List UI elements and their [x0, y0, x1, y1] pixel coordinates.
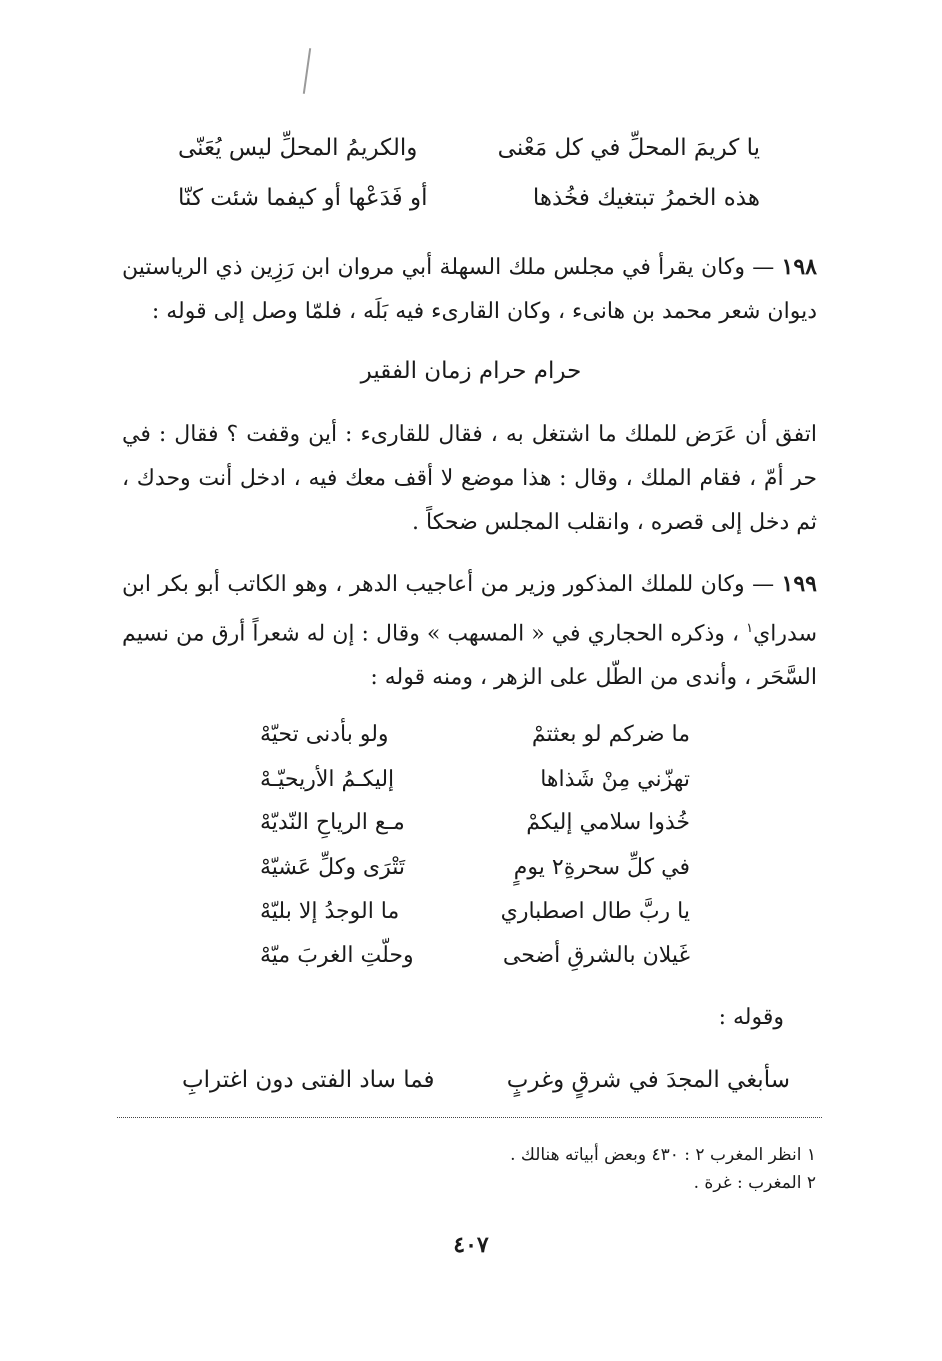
footnote-1: ١ انظر المغرب ٢ : ٤٣٠ وبعض أبياته هنالك .	[510, 1145, 816, 1165]
poem-second-hemistich: ولو بأدنى تحيّهْ	[260, 722, 389, 747]
page-number: ٤٠٧	[453, 1232, 489, 1258]
poem-first-hemistich: تهزّني مِنْ شَذاها	[540, 767, 690, 792]
poem-line	[260, 855, 690, 880]
poem-first-hemistich: يا ربَّ طال اصطباري	[500, 899, 690, 924]
section-number: ١٩٨	[781, 254, 817, 280]
final-verse-first-hemistich: سأبغي المجدَ في شرقٍ وغربٍ	[506, 1067, 790, 1093]
final-verse-second-hemistich: فما ساد الفتى دون اغترابِ	[182, 1067, 435, 1093]
paragraph-199	[122, 562, 817, 700]
footnote-divider	[117, 1117, 822, 1118]
section-number: ١٩٩	[781, 571, 817, 597]
poem-line	[260, 722, 690, 747]
verse-second-hemistich: والكريمُ المحلِّ ليس يُعَنّى	[178, 135, 418, 161]
poem-second-hemistich: مـع الرياحِ النّديّهْ	[260, 810, 405, 835]
poem-first-hemistich: خُذوا سلامي إليكمْ	[526, 810, 690, 835]
scan-scratch-mark	[303, 48, 311, 94]
poem-line	[260, 810, 690, 835]
poem-second-hemistich: تَتْرَى وكلِّ عَشيّهْ	[260, 855, 406, 880]
intro-and-his-saying: وقوله :	[718, 1005, 784, 1030]
poem-line	[260, 767, 690, 792]
footnote-reference: ١	[746, 621, 754, 636]
paragraph-anecdote: اتفق أن عَرَض للملك ما اشتغل به ، فقال للقارىء : أين وقفت ؟ فقال : في حر أمّ ، فقام الملك ، وقال : هذا موضع لا أقف معك فيه ، ادخل أنت وحدك ، ثم دخل إلى قصره ، وانقلب المجلس ضحكاً .	[122, 422, 817, 535]
poem-second-hemistich: وحلّتِ الغربَ ميّهْ	[260, 943, 414, 968]
section-text-continued: ، وذكره الحجاري في « المسهب » وقال : إن له شعراً أرق من نسيم السَّحَر ، وأندى من الطّل على الزهر ، ومنه قوله :	[122, 621, 817, 691]
verse-first-hemistich: يا كريمَ المحلِّ في كل مَعْنى	[497, 135, 760, 161]
verse-second-hemistich: أو فَدَعْها أو كيفما شئت كنّا	[178, 185, 428, 211]
section-text: — وكان للملك المذكور وزير من أعاجيب الدهر ، وهو الكاتب أبو بكر ابن سدراي	[122, 572, 817, 647]
poem-first-hemistich: في كلِّ سحرةِ٢ يومٍ	[513, 855, 690, 880]
poem-first-hemistich: ما ضركم لو بعثتمْ	[531, 722, 690, 747]
poem-second-hemistich: ما الوجدُ إلا بليّهْ	[260, 899, 400, 924]
footnote-2: ٢ المغرب : غرة .	[693, 1173, 816, 1193]
verse-line	[178, 135, 760, 161]
verse-first-hemistich: هذه الخمرُ تبتغيك فخُذها	[532, 185, 760, 211]
section-text: — وكان يقرأ في مجلس ملك السهلة أبي مروان ابن رَزِين ذي الرياستين ديوان شعر محمد بن هانىء ، وكان القارىء فيه بَلَه ، فلمّا وصل إلى قوله :	[122, 255, 817, 324]
quoted-verse: حرام حرام زمان الفقير	[360, 358, 582, 384]
poem-line	[260, 943, 690, 968]
poem-line	[260, 899, 690, 924]
final-verse	[182, 1067, 790, 1093]
poem-first-hemistich: غَيلان بالشرقِ أضحى	[502, 943, 690, 968]
poem-second-hemistich: إليكـمُ الأريحيّـهْ	[260, 767, 395, 792]
paragraph-198	[122, 245, 817, 334]
verse-line	[178, 185, 760, 211]
